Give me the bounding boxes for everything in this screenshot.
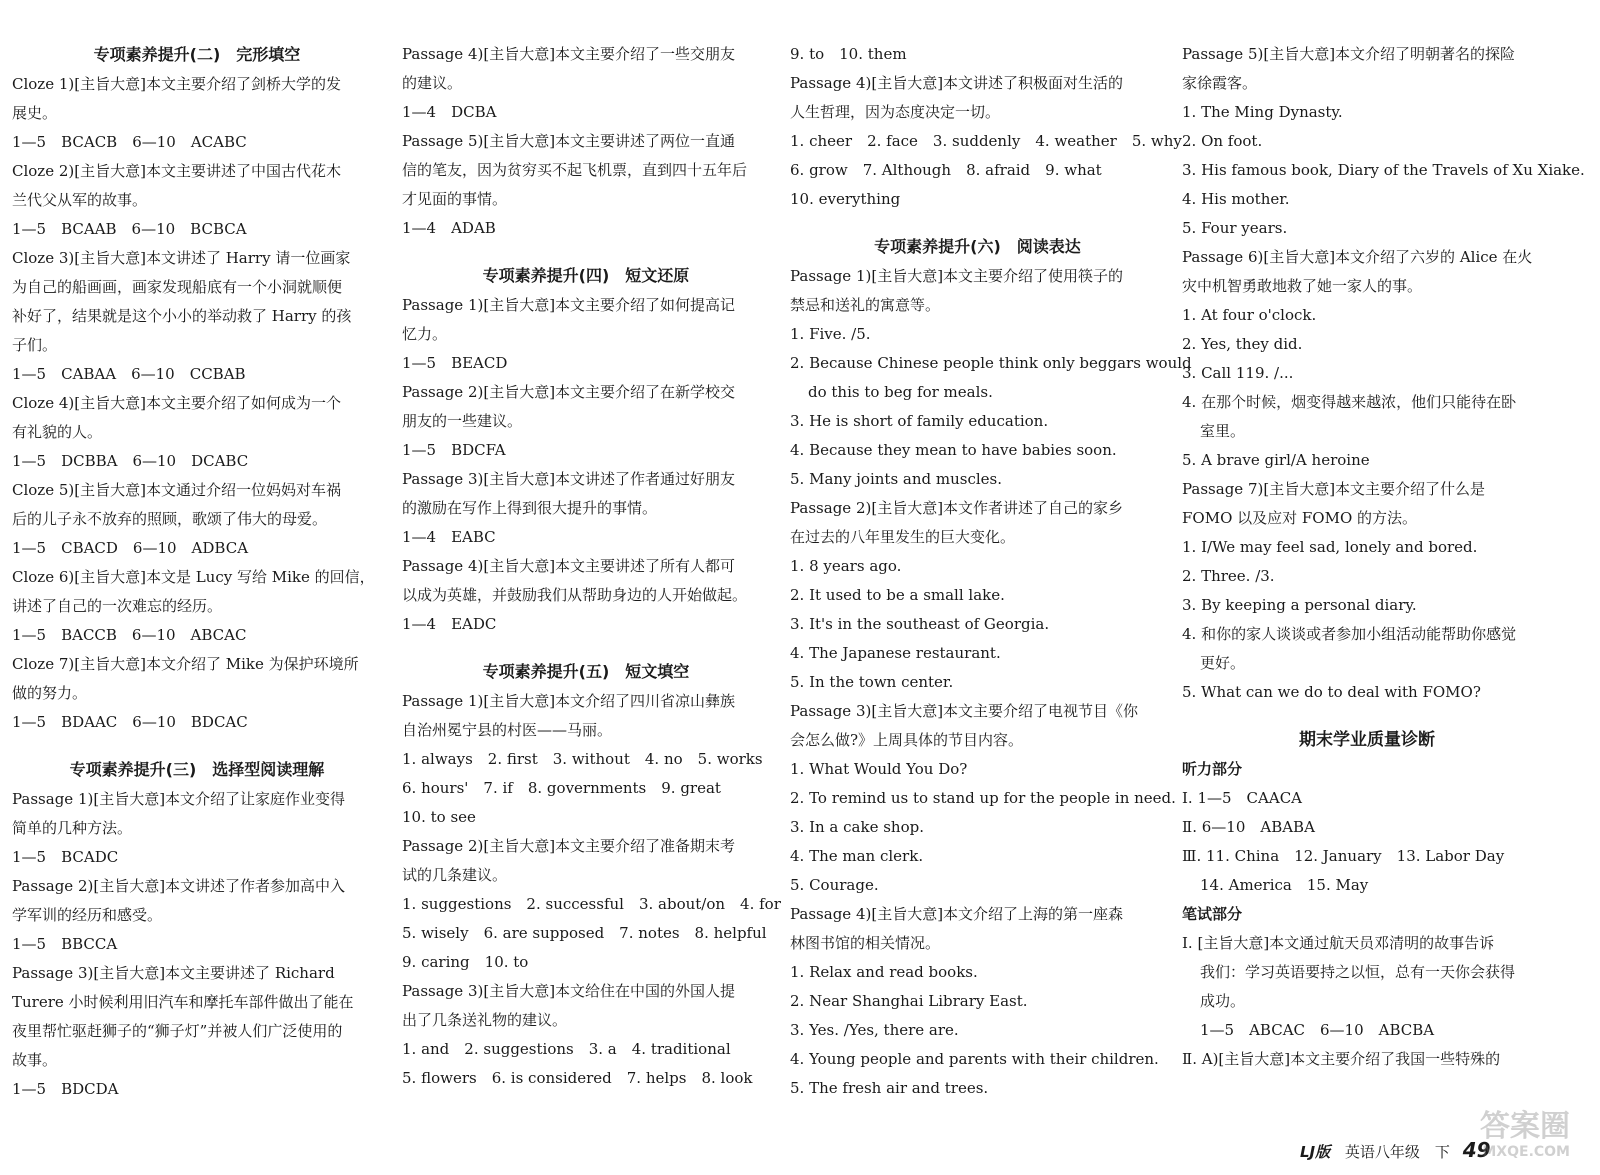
text-line: 家徐霞客。 <box>1182 74 1258 92</box>
section-heading: 期末学业质量诊断 <box>1299 730 1435 750</box>
text-line: 禁忌和送礼的寓意等。 <box>790 296 941 314</box>
text-line: 3. He is short of family education. <box>790 412 1049 430</box>
text-line: 9. caring 10. to <box>402 953 529 971</box>
text-line: Passage 6)[主旨大意]本文介绍了六岁的 Alice 在火 <box>1182 248 1533 266</box>
text-line: 14. America 15. May <box>1200 876 1369 894</box>
text-line: 为自己的船画画，画家发现船底有一个小洞就顺便 <box>12 278 343 296</box>
text-line: Ⅲ. 11. China 12. January 13. Labor Day <box>1182 847 1505 865</box>
text-line: 有礼貌的人。 <box>12 423 103 441</box>
text-line: 1—5 CBACD 6—10 ADBCA <box>12 539 249 557</box>
text-line: 故事。 <box>12 1051 58 1069</box>
text-line: 1—4 DCBA <box>402 103 497 121</box>
text-line: 林图书馆的相关情况。 <box>790 934 941 952</box>
text-line: 展史。 <box>12 104 58 122</box>
text-line: 3. It's in the southeast of Georgia. <box>790 615 1050 633</box>
edition-label: LJ版 <box>1300 1143 1331 1161</box>
text-line: Cloze 6)[主旨大意]本文是 Lucy 写给 Mike 的回信， <box>12 568 375 586</box>
text-line: do this to beg for meals. <box>808 383 993 401</box>
text-line: 兰代父从军的故事。 <box>12 191 148 209</box>
text-line: 以成为英雄，并鼓励我们从帮助身边的人开始做起。 <box>402 586 748 604</box>
text-line: 夜里帮忙驱赶狮子的“狮子灯”并被人们广泛使用的 <box>12 1022 343 1040</box>
text-line: 6. grow 7. Although 8. afraid 9. what <box>790 161 1102 179</box>
text-line: Passage 4)[主旨大意]本文主要介绍了一些交朋友 <box>402 45 736 63</box>
text-line: 出了几条送礼物的建议。 <box>402 1011 568 1029</box>
text-line: 讲述了自己的一次难忘的经历。 <box>12 597 223 615</box>
text-line: 2. Three. /3. <box>1182 567 1275 585</box>
text-line: 2. Because Chinese people think only beggars would <box>790 354 1192 372</box>
text-line: Passage 2)[主旨大意]本文主要介绍了准备期末考 <box>402 837 736 855</box>
text-line: 试的几条建议。 <box>402 866 508 884</box>
text-line: 人生哲理，因为态度决定一切。 <box>790 103 1001 121</box>
text-line: 1—4 ADAB <box>402 219 496 237</box>
text-line: 2. Yes, they did. <box>1182 335 1303 353</box>
text-line: Passage 2)[主旨大意]本文主要介绍了在新学校交 <box>402 383 736 401</box>
text-line: 室里。 <box>1200 422 1246 440</box>
text-line: 10. everything <box>790 190 901 208</box>
text-line: 10. to see <box>402 808 476 826</box>
text-line: Passage 1)[主旨大意]本文主要介绍了如何提高记 <box>402 296 736 314</box>
text-line: Passage 4)[主旨大意]本文介绍了上海的第一座森 <box>790 905 1124 923</box>
text-line: 会怎么做?》上周具体的节目内容。 <box>790 731 1024 749</box>
text-line: Passage 5)[主旨大意]本文介绍了明朝著名的探险 <box>1182 45 1516 63</box>
text-line: 1. I/We may feel sad, lonely and bored. <box>1182 538 1478 556</box>
text-line: 1—4 EADC <box>402 615 497 633</box>
text-line: 在过去的八年里发生的巨大变化。 <box>790 528 1016 546</box>
column-1 <box>12 40 382 1104</box>
text-line: 3. By keeping a personal diary. <box>1182 596 1417 614</box>
text-line: 1—5 BDCFA <box>402 441 506 459</box>
text-line: 朋友的一些建议。 <box>402 412 523 430</box>
text-line: Passage 2)[主旨大意]本文作者讲述了自己的家乡 <box>790 499 1124 517</box>
text-line: 5. wisely 6. are supposed 7. notes 8. helpful <box>402 924 767 942</box>
column-4 <box>1182 40 1585 1074</box>
text-line: Ⅰ. 1—5 CAACA <box>1182 789 1303 807</box>
text-line: 4. Young people and parents with their children. <box>790 1050 1159 1068</box>
text-line: 忆力。 <box>402 325 448 343</box>
text-line: Passage 5)[主旨大意]本文主要讲述了两位一直通 <box>402 132 736 150</box>
text-line: 1—5 BBCCA <box>12 935 118 953</box>
text-line: Ⅰ. [主旨大意]本文通过航天员邓清明的故事告诉 <box>1182 934 1495 952</box>
subject-label: 英语八年级 下 <box>1344 1143 1450 1161</box>
text-line: 5. Four years. <box>1182 219 1288 237</box>
text-line: 3. Call 119. /... <box>1182 364 1294 382</box>
text-line: 1. and 2. suggestions 3. a 4. traditional <box>402 1040 731 1058</box>
watermark <box>1420 1110 1570 1170</box>
text-line: 3. Yes. /Yes, there are. <box>790 1021 959 1039</box>
text-line: 5. Many joints and muscles. <box>790 470 1003 488</box>
text-line: 2. It used to be a small lake. <box>790 586 1005 604</box>
text-line: 的建议。 <box>402 74 463 92</box>
text-line: 1—5 ABCAC 6—10 ABCBA <box>1200 1021 1435 1039</box>
text-line: Ⅱ. 6—10 ABABA <box>1182 818 1315 836</box>
watermark-url: MXQE.COM <box>1482 1144 1570 1160</box>
text-line: 子们。 <box>12 336 58 354</box>
text-line: Passage 7)[主旨大意]本文主要介绍了什么是 <box>1182 480 1486 498</box>
column-3 <box>790 40 1192 1103</box>
subsection-heading: 笔试部分 <box>1182 905 1243 923</box>
text-line: Passage 3)[主旨大意]本文主要介绍了电视节目《你 <box>790 702 1139 720</box>
section-heading: 专项素养提升(五) 短文填空 <box>482 662 690 681</box>
text-line: Passage 4)[主旨大意]本文主要讲述了所有人都可 <box>402 557 736 575</box>
text-line: 4. 在那个时候，烟变得越来越浓，他们只能待在卧 <box>1182 393 1517 411</box>
text-line: 1—5 BEACD <box>402 354 508 372</box>
text-line: Turere 小时候利用旧汽车和摩托车部件做出了能在 <box>12 993 354 1011</box>
text-line: Ⅱ. A)[主旨大意]本文主要介绍了我国一些特殊的 <box>1182 1050 1501 1068</box>
text-line: 后的儿子永不放弃的照顾，歌颂了伟大的母爱。 <box>12 510 328 528</box>
column-2 <box>402 40 781 1093</box>
text-line: 1. suggestions 2. successful 3. about/on 4. for <box>402 895 781 913</box>
text-line: 学军训的经历和感受。 <box>12 906 163 924</box>
text-line: 2. To remind us to stand up for the people in need. <box>790 789 1176 807</box>
text-line: 简单的几种方法。 <box>12 819 133 837</box>
text-line: 1. Relax and read books. <box>790 963 978 981</box>
text-line: 更好。 <box>1200 654 1246 672</box>
text-line: 4. The man clerk. <box>790 847 924 865</box>
section-heading: 专项素养提升(六) 阅读表达 <box>874 237 1081 256</box>
text-line: 1—5 BDAAC 6—10 BDCAC <box>12 713 248 731</box>
text-line: 补好了，结果就是这个小小的举动救了 Harry 的孩 <box>12 307 352 325</box>
text-line: Passage 1)[主旨大意]本文主要介绍了使用筷子的 <box>790 267 1124 285</box>
section-heading: 专项素养提升(四) 短文还原 <box>482 266 690 285</box>
watermark-logo: 答案圈 <box>1480 1109 1570 1144</box>
text-line: 5. In the town center. <box>790 673 954 691</box>
text-line: 1. At four o'clock. <box>1182 306 1317 324</box>
text-line: Cloze 4)[主旨大意]本文主要介绍了如何成为一个 <box>12 394 341 412</box>
text-line: Cloze 1)[主旨大意]本文主要介绍了剑桥大学的发 <box>12 75 341 93</box>
text-line: Cloze 7)[主旨大意]本文介绍了 Mike 为保护环境所 <box>12 655 359 673</box>
text-line: Cloze 5)[主旨大意]本文通过介绍一位妈妈对车祸 <box>12 481 341 499</box>
text-line: 1. The Ming Dynasty. <box>1182 103 1343 121</box>
text-line: 的激励在写作上得到很大提升的事情。 <box>402 499 658 517</box>
text-line: 5. The fresh air and trees. <box>790 1079 989 1097</box>
text-line: FOMO 以及应对 FOMO 的方法。 <box>1182 509 1418 527</box>
page-number: 49 <box>1462 1138 1491 1162</box>
text-line: Passage 3)[主旨大意]本文给住在中国的外国人提 <box>402 982 736 1000</box>
text-line: 5. Courage. <box>790 876 879 894</box>
text-line: 3. In a cake shop. <box>790 818 924 836</box>
text-line: 我们：学习英语要持之以恒，总有一天你会获得 <box>1200 963 1516 981</box>
text-line: 1. always 2. first 3. without 4. no 5. works <box>402 750 763 768</box>
text-line: 做的努力。 <box>12 684 88 702</box>
section-heading: 专项素养提升(三) 选择型阅读理解 <box>69 760 325 779</box>
text-line: 才见面的事情。 <box>402 190 508 208</box>
text-line: 自治州冕宁县的村医——马丽。 <box>402 721 613 739</box>
text-line: Passage 3)[主旨大意]本文讲述了作者通过好朋友 <box>402 470 736 488</box>
text-line: Cloze 3)[主旨大意]本文讲述了 Harry 请一位画家 <box>12 249 351 267</box>
text-line: 6. hours' 7. if 8. governments 9. great <box>402 779 721 797</box>
text-line: 4. 和你的家人谈谈或者参加小组活动能帮助你感觉 <box>1182 625 1517 643</box>
text-line: Passage 1)[主旨大意]本文介绍了四川省凉山彝族 <box>402 692 736 710</box>
text-line: 5. flowers 6. is considered 7. helps 8. look <box>402 1069 753 1087</box>
text-line: 1—5 BCACB 6—10 ACABC <box>12 133 247 151</box>
text-line: 4. His mother. <box>1182 190 1290 208</box>
text-line: 5. What can we do to deal with FOMO? <box>1182 683 1481 701</box>
text-line: 1. 8 years ago. <box>790 557 902 575</box>
text-line: Passage 2)[主旨大意]本文讲述了作者参加高中入 <box>12 877 346 895</box>
text-line: 成功。 <box>1200 992 1246 1010</box>
text-line: Passage 4)[主旨大意]本文讲述了积极面对生活的 <box>790 74 1124 92</box>
text-line: 5. A brave girl/A heroine <box>1182 451 1370 469</box>
text-line: 灾中机智勇敢地救了她一家人的事。 <box>1182 277 1423 295</box>
text-line: Passage 1)[主旨大意]本文介绍了让家庭作业变得 <box>12 790 346 808</box>
section-heading: 专项素养提升(二) 完形填空 <box>93 45 301 64</box>
text-line: 1—5 BCADC <box>12 848 119 866</box>
text-line: 信的笔友，因为贫穷买不起飞机票，直到四十五年后 <box>402 161 748 179</box>
text-line: 1—5 BDCDA <box>12 1080 119 1098</box>
text-line: 3. His famous book, Diary of the Travels of Xu Xiake. <box>1182 161 1585 179</box>
text-line: 1—5 BCAAB 6—10 BCBCA <box>12 220 247 238</box>
text-line: 9. to 10. them <box>790 45 907 63</box>
text-line: 1. What Would You Do? <box>790 760 968 778</box>
text-line: 1—5 CABAA 6—10 CCBAB <box>12 365 246 383</box>
text-line: Passage 3)[主旨大意]本文主要讲述了 Richard <box>12 964 335 982</box>
text-line: 4. The Japanese restaurant. <box>790 644 1001 662</box>
text-line: 1. Five. /5. <box>790 325 871 343</box>
text-line: 1—4 EABC <box>402 528 496 546</box>
text-line: 1—5 BACCB 6—10 ABCAC <box>12 626 247 644</box>
text-line: Cloze 2)[主旨大意]本文主要讲述了中国古代花木 <box>12 162 341 180</box>
text-line: 2. Near Shanghai Library East. <box>790 992 1028 1010</box>
subsection-heading: 听力部分 <box>1182 760 1243 778</box>
text-line: 1—5 DCBBA 6—10 DCABC <box>12 452 249 470</box>
text-line: 1. cheer 2. face 3. suddenly 4. weather 5. why <box>790 132 1182 150</box>
text-line: 2. On foot. <box>1182 132 1263 150</box>
text-line: 4. Because they mean to have babies soon. <box>790 441 1117 459</box>
